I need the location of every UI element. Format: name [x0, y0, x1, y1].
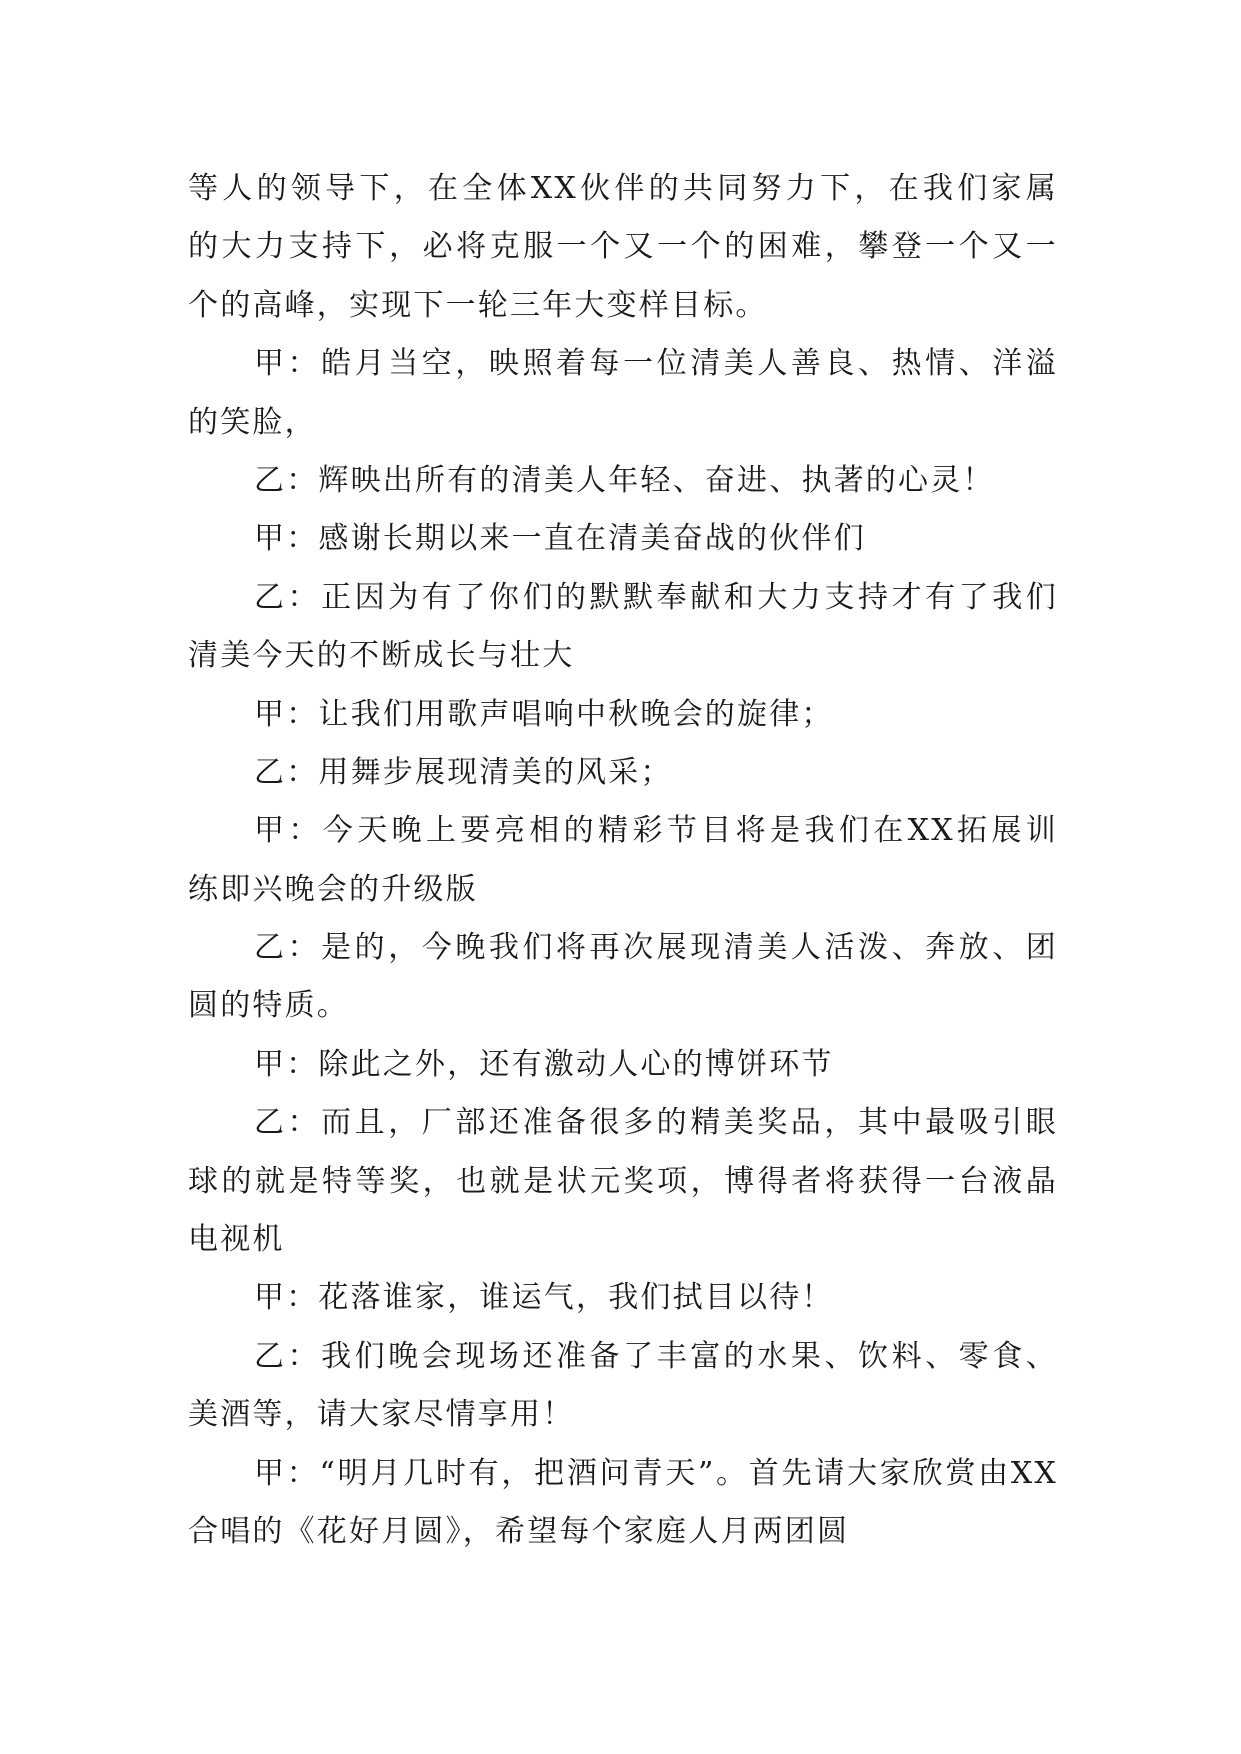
- dialogue-line-yi-2: 乙：正因为有了你们的默默奉献和大力支持才有了我们: [254, 579, 1058, 615]
- text-line-19: 电视机: [188, 1222, 285, 1258]
- text-line-18: 球的就是特等奖，也就是状元奖项，博得者将获得一台液晶: [188, 1163, 1058, 1199]
- text-line-15: 圆的特质。: [188, 988, 349, 1024]
- dialogue-line-jia-5: 甲：除此之外，还有激动人心的博饼环节: [254, 1046, 834, 1082]
- text-line-9: 清美今天的不断成长与壮大: [188, 638, 575, 674]
- dialogue-line-jia-3: 甲：让我们用歌声唱响中秋晚会的旋律；: [254, 696, 834, 732]
- text-line-22: 美酒等，请大家尽情享用！: [188, 1397, 575, 1433]
- dialogue-line-jia-7: 甲：“明月几时有，把酒问青天”。首先请大家欣赏由XX: [254, 1455, 1058, 1491]
- dialogue-line-jia-1: 甲：皓月当空，映照着每一位清美人善良、热情、洋溢: [254, 346, 1058, 382]
- dialogue-line-yi-1: 乙：辉映出所有的清美人年轻、奋进、执著的心灵！: [254, 462, 995, 498]
- text-line-24: 合唱的《花好月圆》，希望每个家庭人月两团圆: [188, 1513, 850, 1549]
- dialogue-line-yi-5: 乙：而且，厂部还准备很多的精美奖品，其中最吸引眼: [254, 1105, 1058, 1141]
- dialogue-line-yi-4: 乙：是的，今晚我们将再次展现清美人活泼、奔放、团: [254, 930, 1058, 966]
- text-line-5: 的笑脸，: [188, 404, 317, 440]
- dialogue-line-jia-6: 甲：花落谁家，谁运气，我们拭目以待！: [254, 1280, 834, 1316]
- dialogue-line-yi-3: 乙：用舞步展现清美的风采；: [254, 754, 673, 790]
- document-body: [188, 160, 1058, 1561]
- dialogue-line-jia-4: 甲：今天晚上要亮相的精彩节目将是我们在XX拓展训: [254, 813, 1058, 849]
- text-line-13: 练即兴晚会的升级版: [188, 871, 478, 907]
- text-line-1: 等人的领导下，在全体XX伙伴的共同努力下，在我们家属: [188, 171, 1058, 206]
- dialogue-line-jia-2: 甲：感谢长期以来一直在清美奋战的伙伴们: [254, 521, 866, 557]
- dialogue-line-yi-6: 乙：我们晚会现场还准备了丰富的水果、饮料、零食、: [254, 1338, 1058, 1374]
- text-line-3: 个的高峰，实现下一轮三年大变样目标。: [188, 287, 768, 323]
- text-line-2: 的大力支持下，必将克服一个又一个的困难，攀登一个又一: [188, 229, 1058, 265]
